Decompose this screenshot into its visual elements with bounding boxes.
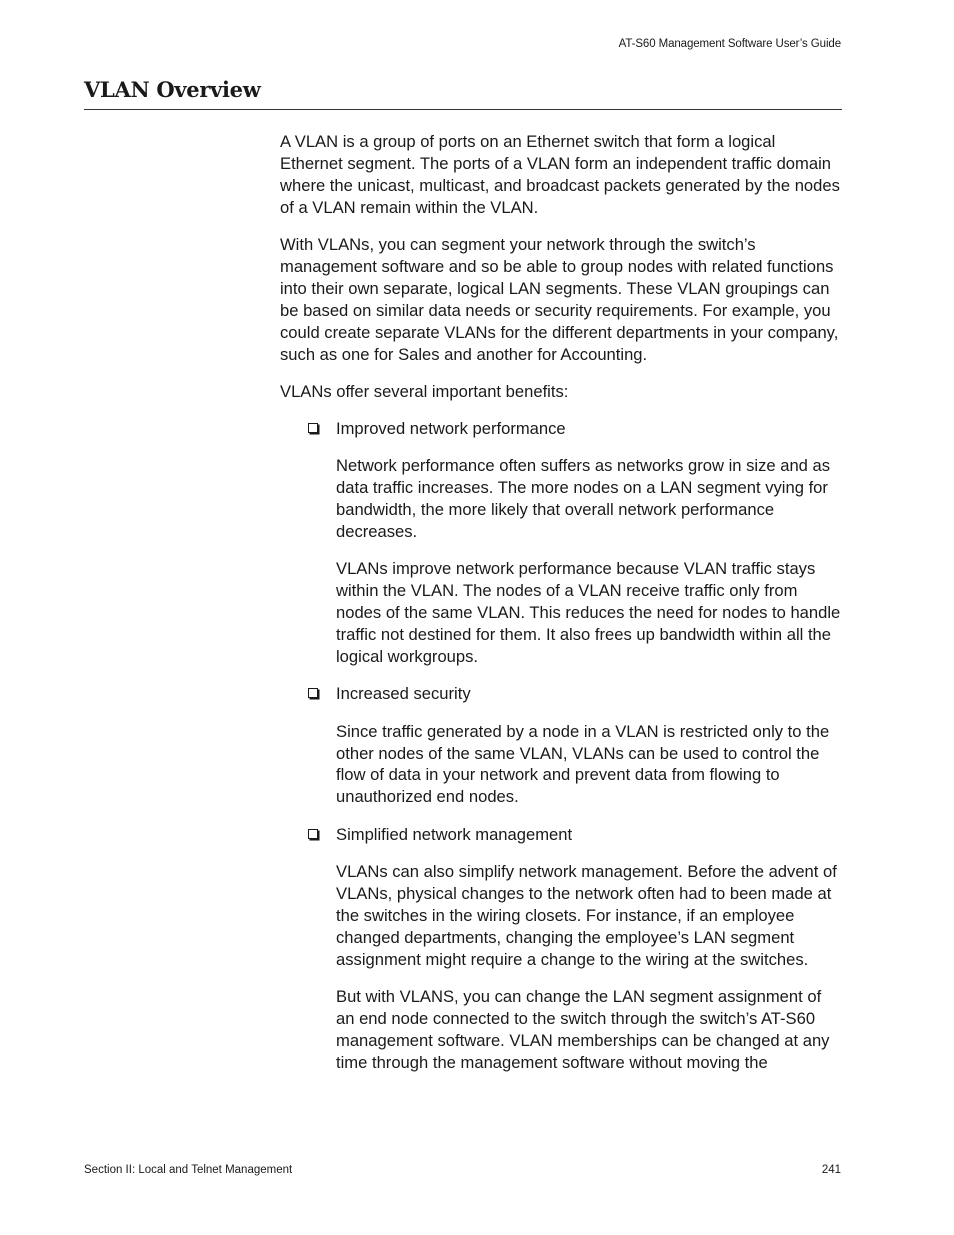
benefit-paragraph: VLANs can also simplify network management. Before the advent of VLANs, physical changes to the network often had to been made at the switches in the wiring closets. For instance, if an employee changed departments, changing the employee’s LAN segment assignment might require a change to the wiring at the switches.: [336, 861, 837, 969]
benefit-label: Simplified network management: [336, 824, 573, 844]
footer-section-label: Section II: Local and Telnet Management: [84, 1164, 293, 1176]
page-number: 241: [821, 1164, 841, 1176]
benefit-paragraph: Network performance often suffers as networks grow in size and as data traffic increases. The more nodes on a LAN segment vying for bandwidth, the more likely that overall network performance decreases.: [336, 456, 831, 542]
page-title: VLAN Overview: [84, 77, 261, 102]
checkbox-bullet-icon: [308, 829, 318, 839]
running-header: AT-S60 Management Software User’s Guide: [618, 38, 841, 50]
benefit-item: [336, 824, 842, 846]
benefits-intro: VLANs offer several important benefits:: [280, 381, 569, 401]
benefit-label: Increased security: [336, 684, 471, 704]
vlan-segment-paragraph: With VLANs, you can segment your network through the switch’s management software and so be able to group nodes with related functions into their own separate, logical LAN segments. These VLAN groupings can be based on similar data needs or security requirements. For example, you could create separate VLANs for the different departments in your company, such as one for Sales and another for Accounting.: [280, 235, 839, 364]
title-divider: [84, 109, 842, 110]
intro-paragraph: A VLAN is a group of ports on an Ethernet switch that form a logical Ethernet segment. The ports of a VLAN form an independent traffic domain where the unicast, multicast, and broadcast packets generated by the nodes of a VLAN remain within the VLAN.: [280, 132, 840, 217]
checkbox-bullet-icon: [308, 423, 318, 433]
benefit-paragraph: VLANs improve network performance because VLAN traffic stays within the VLAN. The nodes of a VLAN receive traffic only from nodes of the same VLAN. This reduces the need for nodes to handle traffic not destined for them. It also frees up bandwidth within all the logical workgroups.: [336, 559, 841, 667]
benefit-paragraph: But with VLANS, you can change the LAN segment assignment of an end node connected to the switch through the switch’s AT-S60 management software. VLAN memberships can be changed at any time through the management software without moving the: [336, 986, 830, 1072]
benefit-item: [336, 418, 842, 440]
benefit-paragraph: Since traffic generated by a node in a VLAN is restricted only to the other nodes of the same VLAN, VLANs can be used to control the flow of data in your network and prevent data from flowing to unauthorized end nodes.: [336, 721, 830, 807]
checkbox-bullet-icon: [308, 688, 318, 698]
benefit-item: [336, 683, 842, 705]
benefit-label: Improved network performance: [336, 419, 566, 439]
body-content: [280, 131, 842, 1089]
